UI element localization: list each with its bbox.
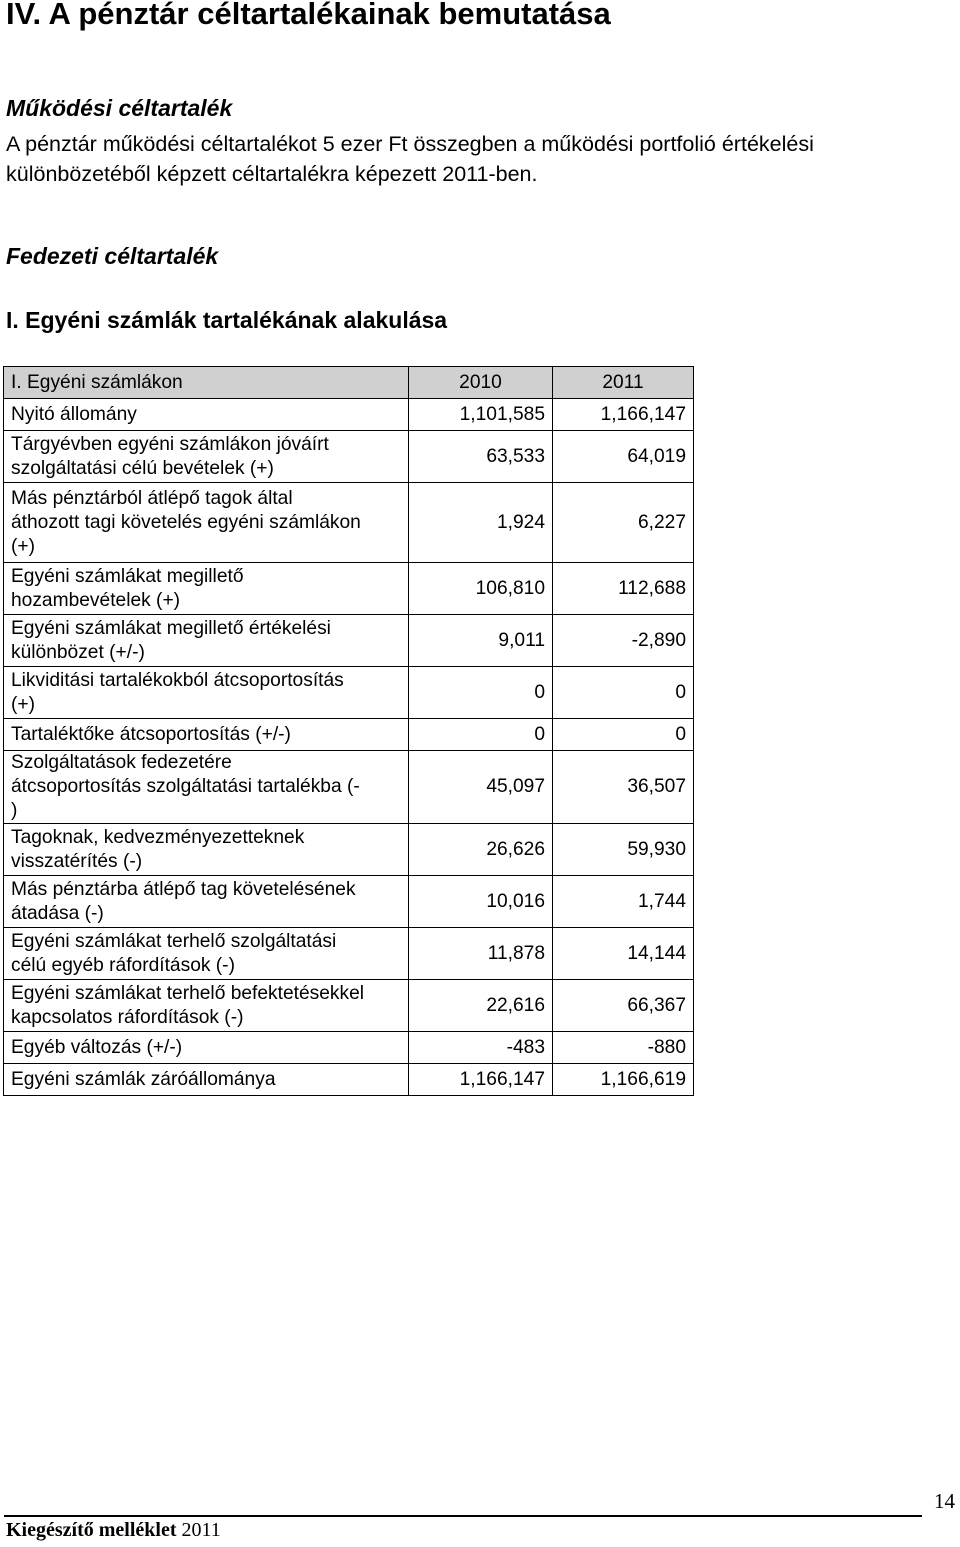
row-value-2011: 66,367 xyxy=(553,980,694,1032)
row-label-line: átcsoportosítás szolgáltatási tartalékba (- xyxy=(11,776,360,797)
footer-divider xyxy=(4,1515,922,1517)
row-label-line: Likviditási tartalékokból átcsoportosítás xyxy=(11,669,344,691)
row-value-2011: -2,890 xyxy=(553,615,694,667)
row-label-line: különbözet (+/-) xyxy=(11,641,145,663)
row-label-line: visszatérítés (-) xyxy=(11,850,143,872)
row-label xyxy=(4,563,409,615)
paragraph-line: különbözetéből képzett céltartalékra képezett 2011-ben. xyxy=(6,162,538,186)
row-value-2011: 6,227 xyxy=(553,483,694,563)
row-label-line: Más pénztárba átlépő tag követelésének xyxy=(11,878,356,900)
row-value-2011: 0 xyxy=(553,667,694,719)
row-value-2011: 14,144 xyxy=(553,928,694,980)
section-paragraph xyxy=(6,129,958,189)
row-label xyxy=(4,399,409,431)
row-value-2011: 64,019 xyxy=(553,431,694,483)
row-label-line: Más pénztárból átlépő tagok által xyxy=(11,487,293,509)
row-label xyxy=(4,431,409,483)
footer-text xyxy=(6,1519,221,1542)
row-label-line: (+) xyxy=(11,693,35,715)
row-label xyxy=(4,615,409,667)
section-heading-operating: Működési céltartalék xyxy=(6,95,233,121)
header-year-2011: 2011 xyxy=(553,367,694,399)
row-value-2010: 45,097 xyxy=(409,751,553,824)
row-label xyxy=(4,1064,409,1096)
row-label-line: Egyéni számlákat terhelő szolgáltatási xyxy=(11,930,337,952)
page-number: 14 xyxy=(934,1489,955,1513)
row-label xyxy=(4,928,409,980)
header-label: I. Egyéni számlákon xyxy=(4,367,409,399)
row-value-2010: 0 xyxy=(409,719,553,751)
table-row xyxy=(4,563,694,615)
row-label-line: Egyéni számlákat megillető értékelési xyxy=(11,617,331,639)
footer-year: 2011 xyxy=(176,1519,221,1541)
row-label xyxy=(4,1032,409,1064)
row-label xyxy=(4,483,409,563)
table-heading: I. Egyéni számlák tartalékának alakulása xyxy=(6,307,448,333)
row-value-2011: 1,166,619 xyxy=(553,1064,694,1096)
row-value-2011: 0 xyxy=(553,719,694,751)
row-label-line: Tartaléktőke átcsoportosítás (+/-) xyxy=(11,723,291,745)
row-label xyxy=(4,751,409,824)
table-row xyxy=(4,1064,694,1096)
row-label-line: Egyéni számlákat terhelő befektetésekkel xyxy=(11,982,365,1004)
table-row xyxy=(4,483,694,563)
table-row xyxy=(4,751,694,824)
row-label-line: Egyéni számlákat megillető xyxy=(11,565,244,587)
row-value-2011: 1,166,147 xyxy=(553,399,694,431)
row-value-2010: 9,011 xyxy=(409,615,553,667)
row-label-line: Tárgyévben egyéni számlákon jóváírt xyxy=(11,433,329,455)
row-label xyxy=(4,824,409,876)
table-row xyxy=(4,824,694,876)
row-label xyxy=(4,667,409,719)
row-label-line: Tagoknak, kedvezményezetteknek xyxy=(11,826,305,848)
row-value-2010: 1,101,585 xyxy=(409,399,553,431)
section-heading-coverage: Fedezeti céltartalék xyxy=(6,243,219,269)
row-value-2010: 1,924 xyxy=(409,483,553,563)
table-row xyxy=(4,980,694,1032)
header-year-2010: 2010 xyxy=(409,367,553,399)
table-row xyxy=(4,431,694,483)
row-value-2010: -483 xyxy=(409,1032,553,1064)
paragraph-line: A pénztár működési céltartalékot 5 ezer Ft összegben a működési portfolió értékelési xyxy=(6,132,814,156)
row-label-line: célú egyéb ráfordítások (-) xyxy=(11,954,235,976)
row-value-2011: 59,930 xyxy=(553,824,694,876)
table-row xyxy=(4,876,694,928)
row-label-line: Egyéni számlák záróállománya xyxy=(11,1068,276,1090)
row-label-line: Szolgáltatások fedezetére xyxy=(11,752,232,773)
row-value-2010: 0 xyxy=(409,667,553,719)
row-label-line: áthozott tagi követelés egyéni számlákon xyxy=(11,511,361,533)
row-label-line: Nyitó állomány xyxy=(11,403,137,425)
row-value-2011: 1,744 xyxy=(553,876,694,928)
row-value-2011: 36,507 xyxy=(553,751,694,824)
table-row xyxy=(4,399,694,431)
row-label xyxy=(4,876,409,928)
page-title: IV. A pénztár céltartalékainak bemutatása xyxy=(6,0,611,31)
row-label-line: szolgáltatási célú bevételek (+) xyxy=(11,457,274,479)
row-label-line: Egyéb változás (+/-) xyxy=(11,1036,183,1058)
row-label-line: ) xyxy=(11,800,18,821)
row-value-2010: 22,616 xyxy=(409,980,553,1032)
row-label xyxy=(4,719,409,751)
reserves-table xyxy=(3,366,694,1096)
row-value-2010: 26,626 xyxy=(409,824,553,876)
reserves-table-body xyxy=(4,367,694,1096)
row-label-line: átadása (-) xyxy=(11,902,104,924)
row-label xyxy=(4,980,409,1032)
table-row xyxy=(4,719,694,751)
row-label-line: kapcsolatos ráfordítások (-) xyxy=(11,1006,244,1028)
table-header-row xyxy=(4,367,694,399)
row-value-2010: 11,878 xyxy=(409,928,553,980)
table-row xyxy=(4,615,694,667)
row-value-2010: 1,166,147 xyxy=(409,1064,553,1096)
row-label-line: hozambevételek (+) xyxy=(11,589,181,611)
table-row xyxy=(4,667,694,719)
row-value-2011: 112,688 xyxy=(553,563,694,615)
row-value-2010: 106,810 xyxy=(409,563,553,615)
row-value-2010: 10,016 xyxy=(409,876,553,928)
row-label-line: (+) xyxy=(11,535,35,557)
footer-label: Kiegészítő melléklet xyxy=(6,1519,177,1541)
row-value-2010: 63,533 xyxy=(409,431,553,483)
table-row xyxy=(4,928,694,980)
row-value-2011: -880 xyxy=(553,1032,694,1064)
table-row xyxy=(4,1032,694,1064)
